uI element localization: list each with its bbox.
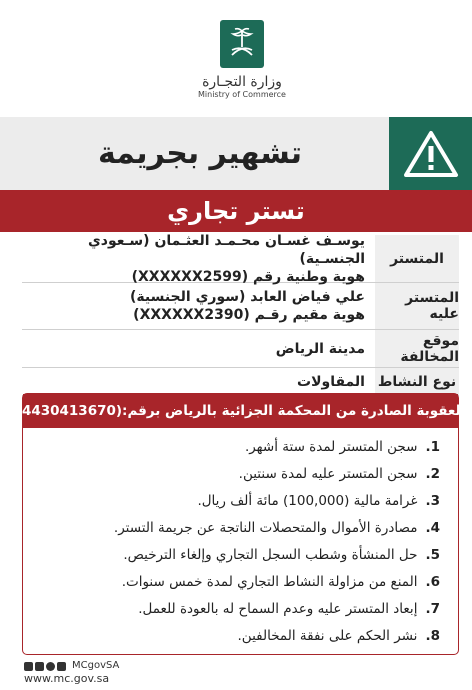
penalty-item-text: سجن المتستر لمدة ستة أشهر. [244, 439, 418, 455]
penalty-item-text: غرامة مالية (100,000) مائة ألف ريال. [197, 493, 418, 509]
ministry-name-arabic: وزارة التجـارة [202, 74, 282, 90]
facebook-icon[interactable] [35, 662, 44, 671]
penalty-item-text: المنع من مزاولة النشاط التجاري لمدة خمس سنوات. [121, 574, 418, 590]
info-label: المتستر [375, 235, 459, 282]
page-title: تشهير بجريمة [97, 136, 303, 171]
penalty-item-number: 8. [425, 628, 440, 644]
penalty-item-text: حل المنشأة وشطب السجل التجاري وإلغاء الترخيص. [123, 547, 418, 563]
penalty-item-number: 6. [425, 574, 440, 590]
info-value-line: يوسـف غسـان محـمـد العثـمان (سـعودي الجنسـية) [87, 232, 365, 267]
penalty-item [31, 434, 440, 461]
penalty-item-number: 7. [425, 601, 440, 617]
info-row-activity [22, 368, 459, 396]
info-value [22, 368, 375, 395]
case-info-table [22, 232, 459, 396]
penalty-item [31, 515, 440, 542]
info-value-line: هوية مقيم رقـم (XXXXXX2390) [133, 307, 365, 323]
website-link[interactable]: www.mc.gov.sa [24, 672, 110, 685]
penalty-item-number: 5. [425, 547, 440, 563]
ministry-name-english: Ministry of Commerce [198, 90, 286, 99]
twitter-icon[interactable] [24, 662, 33, 671]
social-handle[interactable]: MCgovSA [72, 660, 120, 671]
penalty-item-text: سجن المتستر عليه لمدة سنتين. [238, 466, 418, 482]
instagram-icon[interactable] [46, 662, 55, 671]
penalty-item-text: إبعاد المتستر عليه وعدم السماح له بالعودة للعمل. [138, 601, 418, 617]
penalty-item [31, 596, 440, 623]
ministry-logo [196, 20, 288, 104]
info-row-concealer [22, 232, 459, 285]
info-value [22, 330, 375, 367]
penalty-item [31, 488, 440, 515]
info-value-line: علي فياض العابد (سوري الجنسية) [129, 289, 365, 305]
penalty-item-number: 3. [425, 493, 440, 509]
info-label: المتستر عليه [375, 283, 459, 329]
penalty-item [31, 569, 440, 596]
penalty-box [15, 393, 466, 655]
penalty-item-text: نشر الحكم على نفقة المخالفين. [237, 628, 418, 644]
penalty-item [31, 461, 440, 488]
info-label: موقع المخالفة [375, 330, 459, 367]
info-value-line: هوية وطنية رقم (XXXXXX2599) [131, 268, 365, 285]
info-label: نوع النشاط [375, 368, 459, 395]
warning-badge [389, 117, 472, 190]
social-links [24, 660, 164, 672]
penalty-item-number: 2. [425, 466, 440, 482]
info-row-location [22, 330, 459, 368]
penalty-list [23, 428, 458, 650]
info-value [22, 283, 375, 329]
penalty-item-number: 4. [425, 520, 440, 536]
info-row-concealed [22, 283, 459, 330]
penalty-heading: العقوبة الصادرة من المحكمة الجزائية بالرياض برقم:(4430413670) [23, 394, 458, 428]
footer [24, 660, 164, 686]
penalty-item [31, 542, 440, 569]
info-value-line: المقاولات [297, 373, 365, 390]
penalty-item [31, 623, 440, 650]
warning-triangle-icon [403, 129, 459, 179]
crime-type-banner: تستر تجاري [0, 190, 472, 232]
penalty-item-text: مصادرة الأموال والمتحصلات الناتجة عن جريمة التستر. [113, 520, 418, 536]
palm-swords-emblem-icon [220, 20, 264, 68]
penalty-item-number: 1. [425, 439, 440, 455]
youtube-icon[interactable] [57, 662, 66, 671]
info-value-line: مدينة الرياض [275, 340, 365, 357]
info-value [22, 232, 375, 285]
